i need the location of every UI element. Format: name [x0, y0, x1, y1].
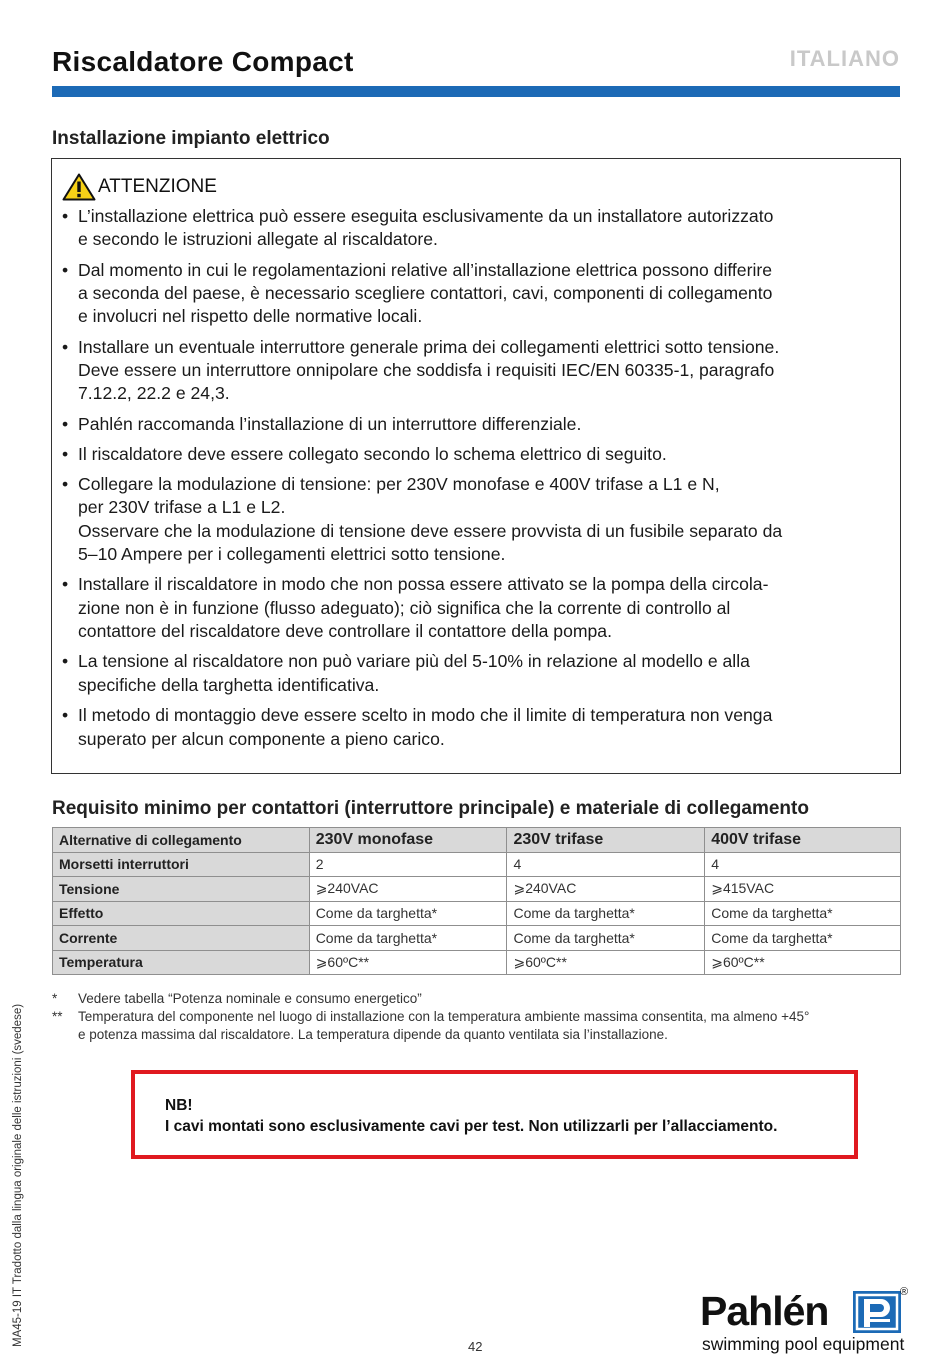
warning-bullet — [62, 573, 876, 643]
table-cell: 2 — [309, 852, 507, 877]
page-number: 42 — [468, 1339, 483, 1354]
table-cell: ⩾60ºC** — [309, 950, 507, 975]
table-row-label: Temperatura — [53, 950, 310, 975]
warning-bullet-line: • Pahlén raccomanda l’installazione di un interruttore differenziale. — [78, 413, 582, 434]
warning-bullet-line: superato per alcun componente a pieno carico. — [78, 728, 445, 749]
footnote-line: Temperatura del componente nel luogo di installazione con la temperatura ambiente massima consentita, ma almeno +45° — [78, 1009, 810, 1024]
requirements-table — [52, 827, 901, 975]
table-cell: Come da targhetta* — [507, 926, 705, 951]
warning-bullet-line: • L’installazione elettrica può essere eseguita esclusivamente da un installatore autorizzato — [78, 206, 774, 226]
warning-header — [62, 173, 876, 201]
table-body — [53, 852, 901, 975]
table-cell: Come da targhetta* — [705, 901, 901, 926]
registered-mark: ® — [900, 1286, 909, 1298]
warning-bullet-line: • Installare un eventuale interruttore generale prima dei collegamenti elettrici sotto tensione. — [78, 336, 780, 357]
warning-bullet — [62, 443, 876, 466]
table-row-label: Corrente — [53, 926, 310, 951]
table-cell: ⩾60ºC** — [705, 950, 901, 975]
table-cell: 4 — [507, 852, 705, 877]
table-header-cell: 230V monofase — [309, 828, 507, 853]
section-heading-requirements: Requisito minimo per contattori (interruttore principale) e materiale di collegamento — [52, 798, 809, 819]
table-header-cell: 230V trifase — [507, 828, 705, 853]
warning-bullet — [62, 336, 876, 406]
table-row — [53, 950, 901, 975]
note-title: NB! — [165, 1097, 193, 1114]
warning-bullet-line: e secondo le istruzioni allegate al riscaldatore. — [78, 229, 438, 250]
warning-bullet-line: per 230V trifase a L1 e L2. — [78, 497, 286, 518]
table-row — [53, 926, 901, 951]
warning-bullet-line: e involucri nel rispetto delle normative locali. — [78, 306, 423, 327]
footnote — [52, 1008, 902, 1044]
table-row — [53, 877, 901, 902]
table-header-cell: Alternative di collegamento — [53, 828, 310, 853]
warning-bullet-line: 5–10 Ampere per i collegamenti elettrici sotto tensione. — [78, 544, 506, 565]
table-cell: Come da targhetta* — [309, 926, 507, 951]
warning-bullet — [62, 704, 876, 751]
warning-bullet-line: zione non è in funzione (flusso adeguato); ciò significa che la corrente di controllo al — [78, 597, 731, 618]
footnote — [52, 990, 902, 1008]
pahlen-logo — [700, 1288, 914, 1354]
warning-bullet-line: • La tensione al riscaldatore non può variare più del 5-10% in relazione al modello e alla — [78, 651, 750, 672]
warning-bullet — [62, 205, 876, 252]
table-header-row — [53, 828, 901, 853]
warning-bullet-line: • Installare il riscaldatore in modo che non possa essere attivato se la pompa della circola- — [78, 574, 769, 595]
footnote-mark: ** — [52, 1009, 63, 1024]
table-cell: ⩾60ºC** — [507, 950, 705, 975]
warning-bullet — [62, 413, 876, 436]
warning-bullet-line: Deve essere un interruttore onnipolare che soddisfa i requisiti IEC/EN 60335-1, paragrafo — [78, 360, 775, 381]
warning-bullet-line: • Il metodo di montaggio deve essere scelto in modo che il limite di temperatura non venga — [78, 705, 773, 726]
warning-bullet — [62, 650, 876, 697]
warning-bullet-line: • Il riscaldatore deve essere collegato secondo lo schema elettrico di seguito. — [78, 443, 667, 464]
language-label: ITALIANO — [789, 46, 900, 71]
footnote-line: e potenza massima dal riscaldatore. La temperatura dipende da quanto ventilata sia l’installazione. — [78, 1027, 668, 1042]
footnote-text — [78, 1008, 809, 1044]
note-text: I cavi montati sono esclusivamente cavi per test. Non utilizzarli per l’allacciamento. — [165, 1118, 778, 1135]
table-row — [53, 852, 901, 877]
document-title: Riscaldatore Compact — [52, 46, 354, 77]
table-cell: ⩾240VAC — [507, 877, 705, 902]
warning-bullet-line: • Collegare la modulazione di tensione: per 230V monofase e 400V trifase a L1 e N, — [78, 474, 720, 495]
logo-wordmark: Pahlén — [700, 1288, 829, 1334]
warning-bullet-line: contattore del riscaldatore deve controllare il contattore della pompa. — [78, 621, 612, 642]
logo-p-icon — [852, 1290, 902, 1334]
footnotes — [52, 990, 902, 1044]
warning-bullet-line: 7.12.2, 22.2 e 24,3. — [78, 383, 230, 404]
warning-box — [51, 158, 901, 774]
warning-bullet-list — [62, 205, 876, 751]
table-row-label: Tensione — [53, 877, 310, 902]
table-cell: Come da targhetta* — [705, 926, 901, 951]
warning-title: ATTENZIONE — [98, 176, 217, 197]
note-box — [131, 1070, 858, 1159]
table-cell: 4 — [705, 852, 901, 877]
warning-bullet — [62, 259, 876, 329]
warning-bullet-line: Osservare che la modulazione di tensione deve essere provvista di un fusibile separato da — [78, 520, 783, 541]
warning-bullet-line: specifiche della targhetta identificativa. — [78, 674, 380, 695]
warning-triangle-icon — [62, 173, 96, 201]
warning-bullet — [62, 473, 876, 567]
footnote-mark: * — [52, 991, 58, 1006]
table-cell: ⩾415VAC — [705, 877, 901, 902]
section-heading-electrical: Installazione impianto elettrico — [52, 128, 330, 149]
table-cell: Come da targhetta* — [309, 901, 507, 926]
table-cell: ⩾240VAC — [309, 877, 507, 902]
table-cell: Come da targhetta* — [507, 901, 705, 926]
logo-tagline: swimming pool equipment — [702, 1334, 905, 1354]
warning-bullet-line: • Dal momento in cui le regolamentazioni relative all’installazione elettrica possono differire — [78, 259, 773, 280]
footnote-text — [78, 990, 422, 1008]
table-row-label: Effetto — [53, 901, 310, 926]
title-rule — [52, 86, 900, 97]
document-reference: MA45-19 IT Tradotto dalla lingua originale delle istruzioni (svedese) — [12, 1003, 24, 1347]
footnote-line: Vedere tabella “Potenza nominale e consumo energetico” — [78, 991, 422, 1006]
warning-bullet-line: a seconda del paese, è necessario scegliere contattori, cavi, componenti di collegamento — [78, 283, 773, 304]
table-row-label: Morsetti interruttori — [53, 852, 310, 877]
table-header-cell: 400V trifase — [705, 828, 901, 853]
table-row — [53, 901, 901, 926]
